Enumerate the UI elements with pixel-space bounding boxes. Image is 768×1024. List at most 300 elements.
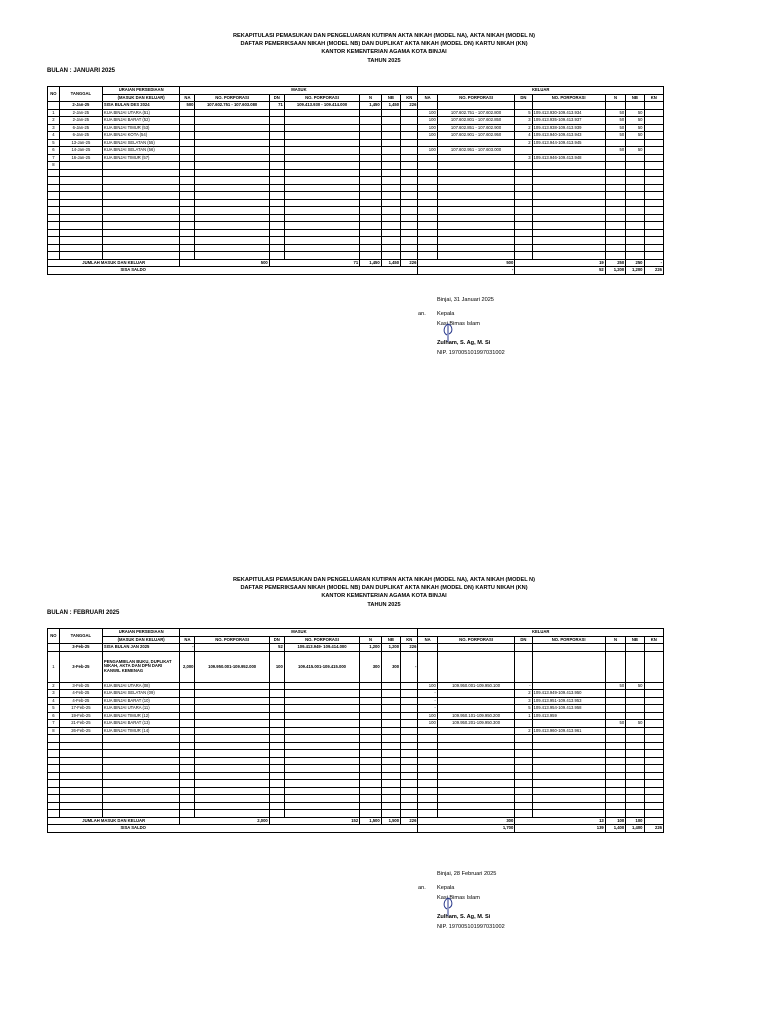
cell-empty: [532, 252, 605, 260]
cell-keluar-dn-no: 109.413.930-109.413.934: [532, 109, 605, 117]
cell-empty: [381, 742, 400, 750]
cell-empty: [418, 222, 437, 230]
cell-masuk-empty: [180, 720, 195, 728]
empty-row: [48, 169, 664, 177]
cell-empty: [269, 742, 284, 750]
cell-empty: [284, 177, 359, 185]
cell-masuk-empty: [195, 109, 269, 117]
cell-empty: [532, 757, 605, 765]
cell-empty: [626, 742, 644, 750]
table-row: [48, 712, 664, 720]
cell-keluar-dn-no: [532, 720, 605, 728]
cell-keluar-na: [418, 162, 437, 170]
cell-keluar-na-no: 107.602.951 - 107.603.000: [437, 147, 515, 155]
sisa-row: [48, 102, 664, 110]
cell-masuk-empty: [269, 712, 284, 720]
cell-empty: [195, 229, 269, 237]
cell-masuk-empty: [381, 690, 400, 698]
cell-masuk-empty: [381, 727, 400, 735]
cell-empty: [626, 772, 644, 780]
cell-tanggal: 17-Feb-25: [59, 705, 102, 713]
col-na: NA: [180, 636, 195, 644]
cell-empty: [418, 184, 437, 192]
cell-no: 7: [48, 720, 60, 728]
cell-empty: [381, 192, 400, 200]
cell-empty: [180, 810, 195, 818]
cell-empty: [418, 765, 437, 773]
place-date: Binjai, 31 Januari 2025: [437, 297, 494, 303]
cell-masuk-empty: [381, 139, 400, 147]
cell-empty: [605, 169, 625, 177]
cell-empty: [360, 192, 382, 200]
cell-empty: [180, 757, 195, 765]
cell-empty: [59, 765, 102, 773]
cell-empty: [284, 214, 359, 222]
col-kn: KN: [401, 94, 418, 102]
cell-empty: [418, 757, 437, 765]
cell-masuk-empty: [195, 690, 269, 698]
cell-empty: [644, 742, 664, 750]
cell-uraian: KUA BINJAI TIMUR (14): [102, 727, 180, 735]
cell-empty: [401, 765, 418, 773]
cell-empty: [284, 787, 359, 795]
cell-empty: [644, 192, 664, 200]
cell-empty: [515, 199, 532, 207]
cell-masuk-empty: [360, 124, 382, 132]
empty-row: [48, 787, 664, 795]
cell-empty: [180, 184, 195, 192]
cell-empty: [605, 237, 625, 245]
cell-empty: [381, 765, 400, 773]
cell-empty: [437, 237, 515, 245]
cell-empty: [401, 207, 418, 215]
title-line: KANTOR KEMENTERIAN AGAMA KOTA BINJAI: [321, 49, 447, 56]
cell-empty: [48, 244, 60, 252]
cell-empty: [437, 192, 515, 200]
signer-name: Zulham, S. Ag, M. Si: [437, 340, 491, 347]
cell-masuk-empty: [360, 697, 382, 705]
cell-empty: [59, 742, 102, 750]
cell-nb: 1,450: [381, 102, 400, 110]
cell-empty: [515, 192, 532, 200]
role-kepala: Kepala: [437, 311, 455, 318]
col-na: NA: [180, 94, 195, 102]
cell-empty: [180, 772, 195, 780]
cell-empty: [360, 810, 382, 818]
report-title-feb: [0, 576, 768, 609]
total-keluar-nb: 250: [626, 259, 644, 267]
place-date: Binjai, 28 Februari 2025: [437, 871, 497, 877]
cell-keluar-na-no: 109.950.101-109.950.200: [437, 712, 515, 720]
cell-no: 3: [48, 124, 60, 132]
empty-row: [48, 780, 664, 788]
saldo-label: SISA SALDO: [48, 825, 418, 833]
col-n: N: [605, 636, 625, 644]
cell-empty: [626, 222, 644, 230]
col-kn: KN: [644, 94, 664, 102]
total-keluar-nb: 100: [626, 817, 644, 825]
cell-empty: [626, 229, 644, 237]
cell-empty: [626, 765, 644, 773]
cell-empty: [532, 750, 605, 758]
cell-empty: [381, 810, 400, 818]
cell-empty: [269, 237, 284, 245]
cell-empty: [102, 214, 180, 222]
cell-keluar-na-no: [437, 697, 515, 705]
cell-empty: [381, 244, 400, 252]
cell-masuk-empty: [381, 697, 400, 705]
cell-empty: [626, 802, 644, 810]
cell-empty: [437, 252, 515, 260]
cell-empty: [195, 222, 269, 230]
cell-masuk-empty: [195, 682, 269, 690]
cell-keluar-dn-no: [532, 162, 605, 170]
empty-row: [48, 765, 664, 773]
cell-empty: [515, 810, 532, 818]
cell-empty: [418, 252, 437, 260]
empty-row: [48, 237, 664, 245]
cell-uraian: KUA BINJAI TIMUR (57): [102, 154, 180, 162]
col-n: N: [360, 94, 382, 102]
cell-uraian: KUA BINJAI TIMUR (12): [102, 712, 180, 720]
cell-empty: [605, 177, 625, 185]
cell-keluar-n: 50: [605, 147, 625, 155]
cell-empty: [59, 184, 102, 192]
cell-keluar-dn-no: 109.413.960-109.413.961: [532, 727, 605, 735]
cell-keluar-dn-no: 109.413.940-109.413.943: [532, 132, 605, 140]
cell-dn: 52: [269, 644, 284, 652]
cell-empty: [532, 184, 605, 192]
cell-empty: [48, 222, 60, 230]
cell-dn-no: 109.413.949- 109.414.000: [284, 644, 359, 652]
cell-empty: [644, 184, 664, 192]
cell-empty: [360, 244, 382, 252]
cell-empty: [102, 192, 180, 200]
cell-masuk-empty: [401, 697, 418, 705]
cell-empty: [515, 780, 532, 788]
cell-empty: [644, 199, 664, 207]
cell-empty: [284, 795, 359, 803]
cell-masuk-empty: [401, 124, 418, 132]
cell-empty: [644, 244, 664, 252]
cell-empty: [360, 252, 382, 260]
cell-empty: [48, 772, 60, 780]
cell-empty: [180, 237, 195, 245]
cell-uraian: KUA BINJAI UTARA (08): [102, 682, 180, 690]
cell-empty: [532, 199, 605, 207]
cell-masuk-empty: [360, 162, 382, 170]
sisa-row: [48, 644, 664, 652]
cell-empty: [195, 742, 269, 750]
cell-empty: [401, 169, 418, 177]
cell-masuk-empty: [381, 124, 400, 132]
cell-empty: [284, 207, 359, 215]
col-tanggal: TANGGAL: [59, 87, 102, 102]
cell-no: 8: [48, 727, 60, 735]
cell-empty: [269, 765, 284, 773]
title-line: DAFTAR PEMERIKSAAN NIKAH (MODEL NB) DAN DUPLIKAT AKTA NIKAH (MODEL DN) KARTU NIKAH (KN): [240, 41, 528, 48]
cell-no: 2: [48, 117, 60, 125]
cell-empty: [48, 184, 60, 192]
cell-keluar-n: [605, 162, 625, 170]
cell-empty: [418, 802, 437, 810]
cell-empty: [48, 765, 60, 773]
cell-masuk-empty: [401, 147, 418, 155]
cell-empty: [269, 252, 284, 260]
cell-keluar-n: 50: [605, 124, 625, 132]
cell-keluar-dn: 2: [515, 124, 532, 132]
cell-empty: [401, 780, 418, 788]
title-line: REKAPITULASI PEMASUKAN DAN PENGELUARAN KUTIPAN AKTA NIKAH (MODEL NA), AKTA NIKAH (MODEL N): [233, 577, 535, 583]
cell-keluar-dn: 1: [515, 712, 532, 720]
cell-masuk-empty: [401, 132, 418, 140]
cell-keluar-dn-no: 109.413.959: [532, 712, 605, 720]
empty-row: [48, 207, 664, 215]
empty-row: [48, 177, 664, 185]
cell-kn: 226: [401, 102, 418, 110]
cell-n: 1,450: [360, 102, 382, 110]
cell-keluar-dn-no: 109.413.938-109.413.939: [532, 124, 605, 132]
cell-empty: [418, 244, 437, 252]
cell-keluar-nb: [626, 690, 644, 698]
role-kepala: Kepala: [437, 885, 455, 892]
cell-empty: [515, 244, 532, 252]
cell-masuk-empty: [284, 727, 359, 735]
cell-no: 3: [48, 690, 60, 698]
cell-masuk-empty: [381, 720, 400, 728]
cell-empty: [48, 177, 60, 185]
empty-row: [48, 735, 664, 743]
cell-empty: [532, 244, 605, 252]
cell-keluar-n: [605, 139, 625, 147]
col-n: N: [360, 636, 382, 644]
cell-masuk-empty: [381, 132, 400, 140]
cell-empty: [401, 757, 418, 765]
table-row: [48, 147, 664, 155]
cell-empty: [284, 169, 359, 177]
cell-empty: [401, 750, 418, 758]
total-masuk-kn: 226: [401, 259, 418, 267]
cell-masuk-empty: [284, 139, 359, 147]
cell-masuk-empty: [284, 154, 359, 162]
cell-empty: [48, 199, 60, 207]
cell-empty: [532, 177, 605, 185]
cell-empty: [418, 787, 437, 795]
col-na: NA: [418, 636, 437, 644]
cell-empty: [515, 252, 532, 260]
cell-empty: [626, 237, 644, 245]
cell-keluar-kn: [644, 697, 664, 705]
cell-empty: [532, 192, 605, 200]
cell-empty: [269, 214, 284, 222]
cell-nb: 1,200: [381, 644, 400, 652]
cell-masuk-empty: [401, 690, 418, 698]
col-dn: DN: [269, 94, 284, 102]
cell-masuk-empty: [284, 162, 359, 170]
cell-empty: [269, 750, 284, 758]
cell-masuk-empty: [360, 727, 382, 735]
cell-keluar-dn: 3: [515, 117, 532, 125]
cell-empty: [381, 214, 400, 222]
cell-keluar-kn: [644, 139, 664, 147]
cell-empty: [381, 787, 400, 795]
title-line: TAHUN 2025: [367, 57, 401, 64]
table-row: [48, 162, 664, 170]
cell-empty: [626, 757, 644, 765]
empty-row: [48, 229, 664, 237]
cell-empty: [195, 780, 269, 788]
cell-empty: [515, 787, 532, 795]
cell-empty: [418, 177, 437, 185]
cell-empty: [269, 244, 284, 252]
cell-empty: [195, 244, 269, 252]
cell-empty: [532, 772, 605, 780]
cell-empty: [515, 757, 532, 765]
cell-empty: [360, 169, 382, 177]
cell-empty: [48, 735, 60, 743]
cell-keluar-na: 100: [418, 720, 437, 728]
cell-tanggal: 3-Feb-25: [59, 644, 102, 652]
cell-empty: [102, 229, 180, 237]
cell-empty: [401, 244, 418, 252]
cell-keluar-na-no: 109.950.001-109.950.100: [437, 682, 515, 690]
cell-empty: [180, 750, 195, 758]
cell-keluar-dn: 3: [515, 697, 532, 705]
cell-empty: [48, 237, 60, 245]
cell-empty: [626, 184, 644, 192]
cell-masuk-empty: [180, 697, 195, 705]
cell-empty: [532, 810, 605, 818]
cell-empty: [437, 742, 515, 750]
cell-empty: [532, 802, 605, 810]
cell-keluar-dn: 3: [515, 154, 532, 162]
cell-empty: [437, 214, 515, 222]
cell-masuk-empty: [381, 117, 400, 125]
cell-empty: [437, 772, 515, 780]
cell-empty: [360, 765, 382, 773]
total-masuk-na: 500: [180, 259, 269, 267]
cell-empty: [180, 735, 195, 743]
cell-empty: [644, 802, 664, 810]
cell-empty: [195, 772, 269, 780]
cell-keluar-na-no: 107.602.851 - 107.602.900: [437, 124, 515, 132]
cell-empty: [180, 795, 195, 803]
cell-masuk-empty: [284, 147, 359, 155]
cell-empty: [180, 169, 195, 177]
cell-empty: [515, 772, 532, 780]
cell-empty: [418, 237, 437, 245]
cell-keluar-na: [418, 727, 437, 735]
cell-empty: [195, 199, 269, 207]
cell-empty: [605, 192, 625, 200]
cell-masuk-empty: [284, 720, 359, 728]
cell-masuk-empty: [269, 124, 284, 132]
cell-keluar-kn: [644, 147, 664, 155]
cell-empty: [644, 214, 664, 222]
cell-empty: [180, 252, 195, 260]
an-label: an.: [418, 311, 426, 318]
cell-tanggal: 2-Jan-25: [59, 117, 102, 125]
saldo-kn: 226: [644, 267, 664, 275]
cell-empty: [644, 169, 664, 177]
col-uraian: URAIAN PERSEDIAAN: [102, 87, 180, 95]
cell-masuk-empty: [381, 147, 400, 155]
cell-empty: [644, 772, 664, 780]
cell-empty: [626, 252, 644, 260]
cell-empty: [532, 787, 605, 795]
cell-no: 6: [48, 712, 60, 720]
cell-masuk-empty: [195, 705, 269, 713]
cell-masuk-empty: [284, 690, 359, 698]
cell-empty: [48, 169, 60, 177]
cell-keluar-kn: [644, 690, 664, 698]
cell-keluar-kn: [644, 727, 664, 735]
cell-no: 6: [48, 147, 60, 155]
cell-masuk-empty: [401, 727, 418, 735]
cell-empty: [360, 177, 382, 185]
cell-empty: [644, 810, 664, 818]
cell-empty: [418, 207, 437, 215]
cell-no: 1: [48, 109, 60, 117]
cell-nb: 300: [381, 651, 400, 682]
cell-keluar-nb: [626, 162, 644, 170]
cell-empty: [48, 750, 60, 758]
cell-empty: [59, 192, 102, 200]
cell-empty: [381, 229, 400, 237]
cell-empty: [269, 810, 284, 818]
cell-tanggal: 2-Jan-25: [59, 109, 102, 117]
cell-keluar-n: 50: [605, 117, 625, 125]
saldo-kn: 226: [644, 825, 664, 833]
cell-masuk-empty: [360, 690, 382, 698]
cell-empty: [195, 787, 269, 795]
cell-empty: [401, 229, 418, 237]
cell-empty: [605, 214, 625, 222]
cell-empty: [195, 735, 269, 743]
cell-empty: [644, 735, 664, 743]
cell-empty: [102, 252, 180, 260]
cell-masuk-empty: [284, 712, 359, 720]
cell-empty: [644, 237, 664, 245]
cell-empty: [401, 192, 418, 200]
cell-masuk-empty: [360, 117, 382, 125]
cell-empty: [418, 750, 437, 758]
cell-empty: [418, 229, 437, 237]
cell-keluar-n: 50: [605, 720, 625, 728]
cell-uraian: KUA BINJAI BARAT (10): [102, 697, 180, 705]
cell-empty: [102, 772, 180, 780]
cell-masuk-empty: [180, 727, 195, 735]
total-keluar-n: 100: [605, 817, 625, 825]
cell-masuk-empty: [180, 147, 195, 155]
table-row: [48, 727, 664, 735]
signature-scribble: [441, 895, 455, 917]
empty-row: [48, 192, 664, 200]
cell-empty: [102, 199, 180, 207]
cell-empty: [437, 810, 515, 818]
cell-empty: [437, 735, 515, 743]
cell-empty: [532, 795, 605, 803]
cell-empty: [605, 795, 625, 803]
col-uraian-sub: (MASUK DAN KELUAR): [102, 636, 180, 644]
cell-keluar-nb: 50: [626, 109, 644, 117]
cell-keluar-nb: 50: [626, 720, 644, 728]
saldo-nb: 1,400: [626, 825, 644, 833]
empty-row: [48, 795, 664, 803]
cell-empty: [605, 780, 625, 788]
cell-masuk-empty: [284, 117, 359, 125]
cell-masuk-empty: [269, 720, 284, 728]
